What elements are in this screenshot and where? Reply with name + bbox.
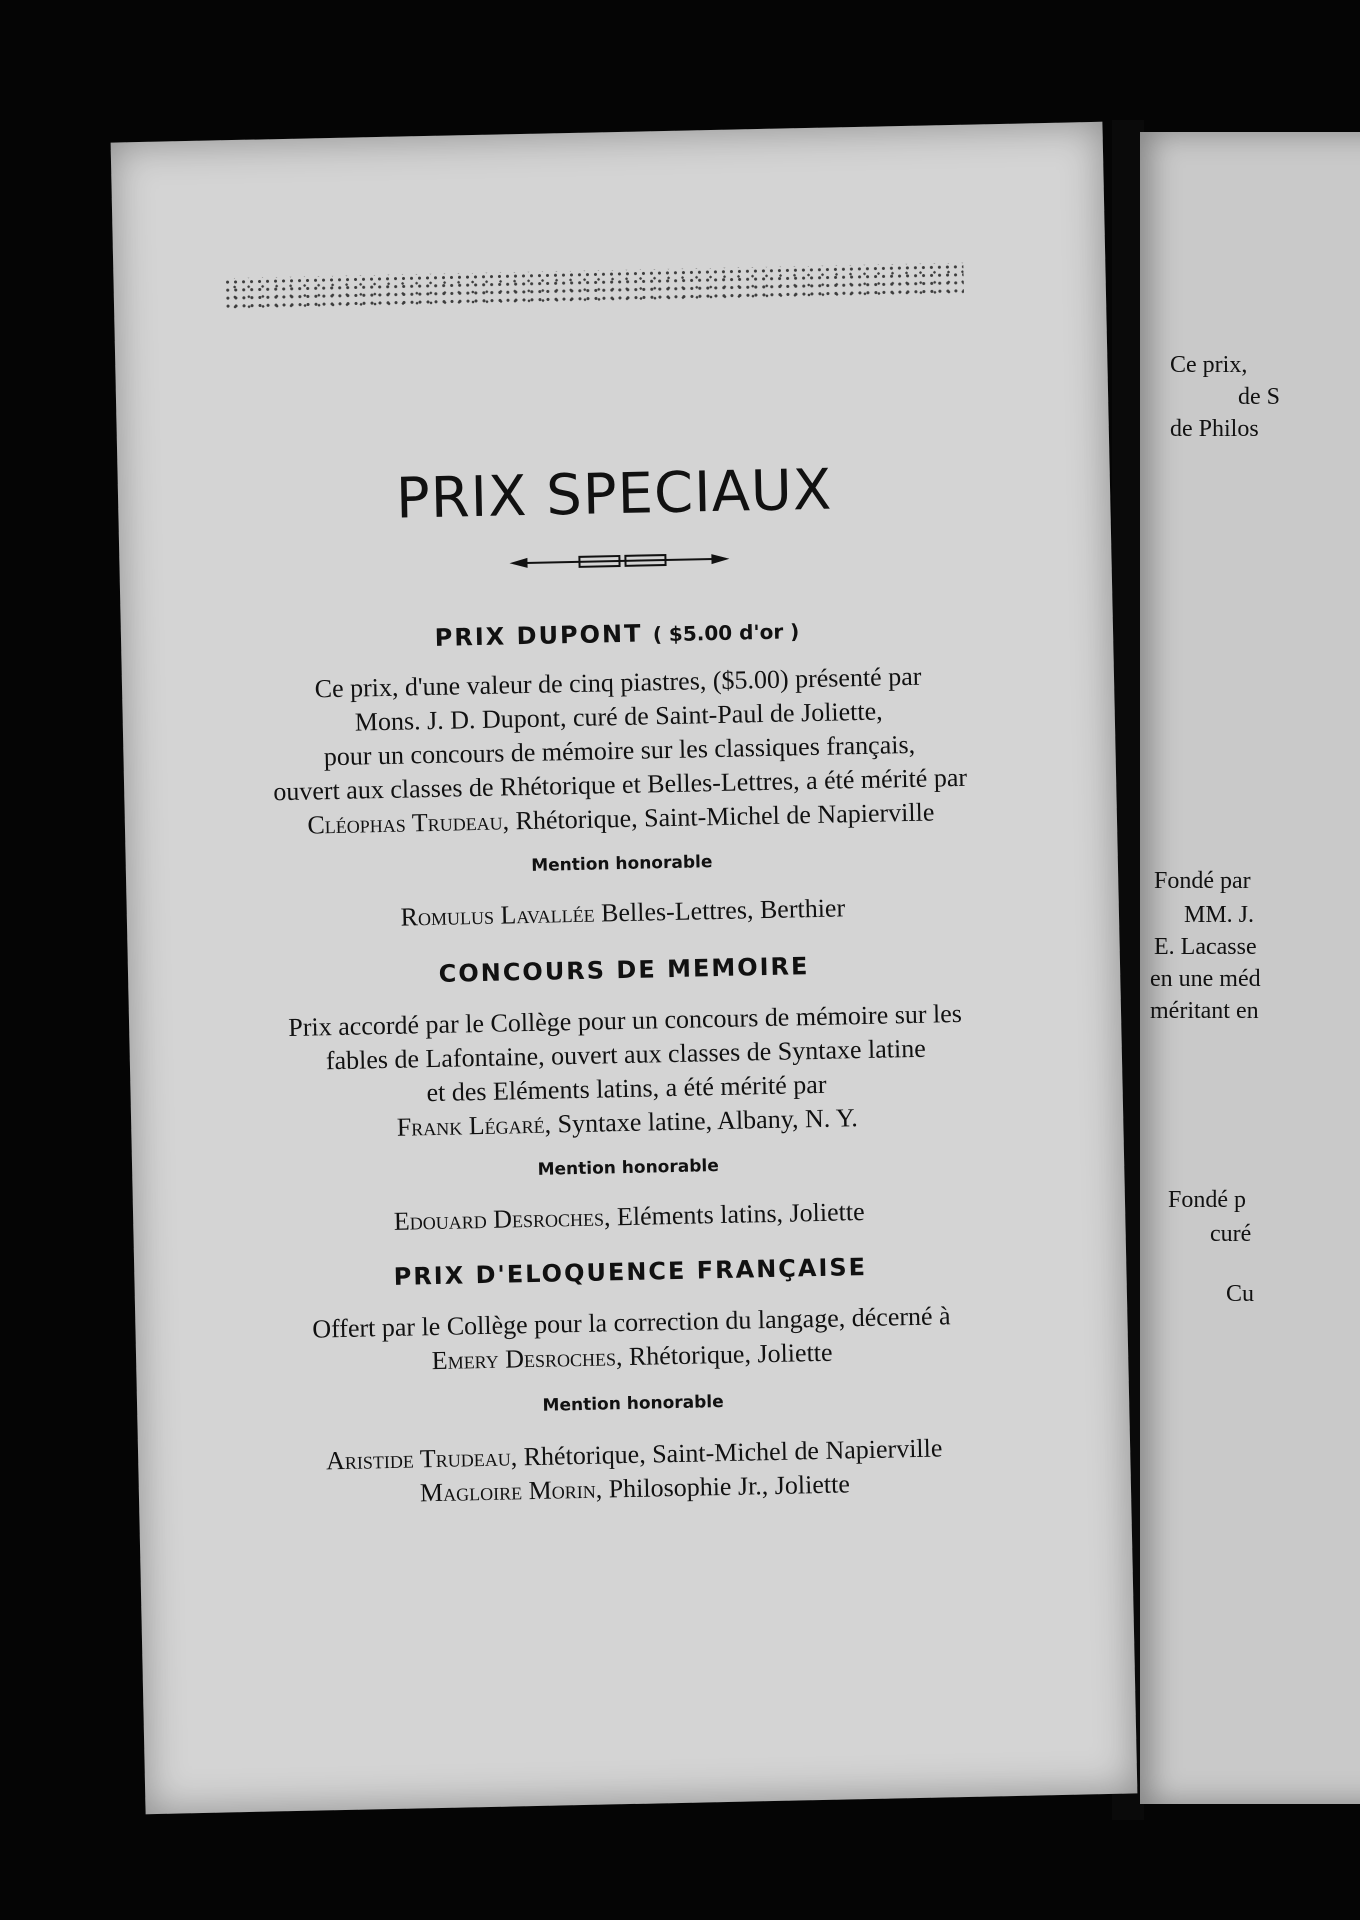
facing-line: MM. J.	[1184, 902, 1255, 928]
mention-details: Eléments latins, Joliette	[616, 1197, 865, 1232]
paragraph-line: et des Eléments latins, a été mérité par	[426, 1069, 827, 1108]
paragraph-line: Ce prix, d'une valeur de cinq piastres, ($5.00) présenté par	[314, 661, 922, 704]
mention-details: Belles-Lettres, Berthier	[600, 893, 846, 928]
paragraph-line: ouvert aux classes de Rhétorique et Belles-Lettres, a été mérité par	[273, 762, 968, 807]
section-heading-concours-de-memoire: CONCOURS DE MEMOIRE	[438, 952, 810, 988]
mention-line	[133, 1190, 1125, 1245]
mention-name: Aristide Trudeau,	[325, 1442, 518, 1476]
paragraph-line: Prix accordé par le Collège pour un concours de mémoire sur les	[288, 998, 963, 1043]
section-heading-prix-dupont: PRIX DUPONT ( $5.00 d'or )	[434, 619, 800, 652]
ornamental-divider-icon	[509, 548, 729, 575]
mention-name: Magloire Morin,	[419, 1474, 603, 1508]
facing-line: Cu	[1226, 1281, 1255, 1307]
mention-name: Edouard Desroches,	[393, 1202, 611, 1236]
mention-name: Romulus Lavallée	[400, 898, 595, 932]
facing-line: Fondé par	[1154, 868, 1251, 894]
facing-line: de S	[1238, 384, 1280, 410]
paragraph-line: Mons. J. D. Dupont, curé de Saint-Paul de Joliette,	[354, 696, 883, 737]
winner-name: Emery Desroches,	[431, 1342, 623, 1376]
mention-details: Rhétorique, Saint-Michel de Napierville	[523, 1433, 943, 1472]
page-title: PRIX SPECIAUX	[395, 457, 833, 532]
facing-line: E. Lacasse	[1154, 934, 1257, 960]
winner-details: Rhétorique, Saint-Michel de Napierville	[515, 797, 935, 836]
winner-details: Rhétorique, Joliette	[628, 1337, 833, 1371]
mention-label: Mention honorable	[542, 1392, 724, 1416]
mention-line	[127, 886, 1119, 941]
mention-label: Mention honorable	[537, 1156, 719, 1180]
facing-line: Fondé p	[1168, 1187, 1246, 1213]
paragraph-line: fables de Lafontaine, ouvert aux classes de Syntaxe latine	[325, 1033, 927, 1076]
facing-line: de Philos	[1170, 416, 1259, 442]
winner-name: Frank Légaré,	[396, 1109, 552, 1142]
decorative-ornament-band	[223, 263, 964, 312]
facing-line: curé	[1210, 1221, 1252, 1247]
facing-line: Ce prix,	[1170, 352, 1248, 378]
facing-page	[1140, 132, 1360, 1804]
facing-line: méritant en	[1150, 998, 1259, 1024]
mention-label: Mention honorable	[531, 852, 713, 876]
winner-details: Syntaxe latine, Albany, N. Y.	[557, 1103, 858, 1139]
winner-name: Cléophas Trudeau,	[307, 806, 510, 840]
paragraph-line: Offert par le Collège pour la correction du langage, décerné à	[311, 1301, 951, 1344]
section-heading-prix-eloquence: PRIX D'ELOQUENCE FRANÇAISE	[393, 1252, 868, 1291]
paragraph-line: pour un concours de mémoire sur les classiques français,	[323, 729, 916, 772]
prize-amount: ( $5.00 d'or )	[652, 619, 800, 647]
main-page	[111, 122, 1138, 1814]
mention-details: Philosophie Jr., Joliette	[608, 1469, 851, 1504]
facing-line: en une méd	[1150, 966, 1261, 992]
